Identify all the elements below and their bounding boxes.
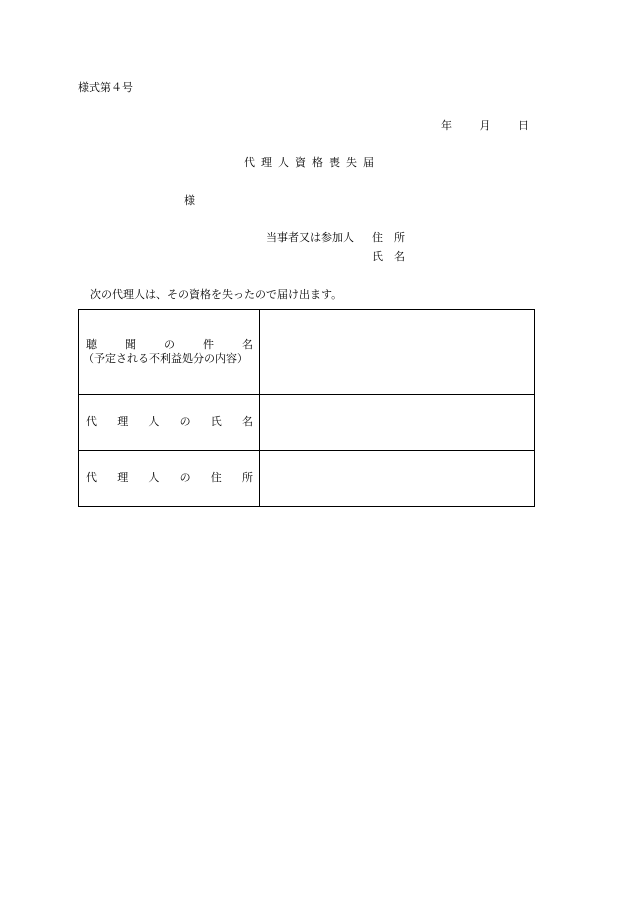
label-char: 理 — [117, 471, 129, 485]
label-char: 所 — [241, 471, 253, 485]
title-char: 人 — [278, 156, 289, 169]
label-char: 人 — [148, 415, 160, 429]
hearing-subject-sublabel: （予定される不利益処分の内容） — [83, 352, 248, 365]
label-char: の — [164, 337, 175, 351]
agent-name-label-cell — [79, 395, 260, 451]
title-char: 資 — [295, 156, 306, 169]
label-char: の — [179, 415, 191, 429]
title-char: 届 — [363, 156, 374, 169]
address-label-char: 所 — [394, 231, 405, 244]
label-char: 名 — [241, 415, 253, 429]
title-char: 格 — [312, 156, 323, 169]
agent-address-field[interactable] — [260, 451, 535, 507]
label-char: 代 — [86, 471, 97, 485]
title-char: 失 — [346, 156, 357, 169]
title-char: 喪 — [329, 156, 340, 169]
date-line — [441, 120, 529, 131]
agent-name-field[interactable] — [260, 395, 535, 451]
agent-info-table — [78, 309, 535, 507]
address-label — [372, 232, 405, 243]
hearing-subject-field[interactable] — [260, 310, 535, 395]
label-char: 聴 — [86, 337, 97, 351]
label-char: 理 — [117, 415, 129, 429]
label-char: 代 — [86, 415, 97, 429]
title-char: 理 — [261, 156, 272, 169]
label-char: 名 — [242, 337, 253, 351]
applicant-role: 当事者又は参加人 — [266, 231, 354, 244]
hearing-subject-label-cell — [79, 310, 260, 395]
agent-address-label-cell — [79, 451, 260, 507]
agent-name-label — [86, 415, 253, 429]
address-label-char: 住 — [372, 231, 383, 244]
document-title — [244, 157, 374, 168]
table-row — [79, 395, 535, 451]
date-day: 日 — [518, 119, 529, 132]
table-row — [79, 451, 535, 507]
form-number: 様式第４号 — [78, 81, 133, 94]
label-char: 人 — [148, 471, 160, 485]
label-char: 聞 — [125, 337, 136, 351]
statement: 次の代理人は、その資格を失ったので届け出ます。 — [90, 288, 343, 301]
name-label-char: 氏 — [372, 250, 383, 263]
label-char: 氏 — [210, 415, 222, 429]
label-char: 件 — [203, 337, 214, 351]
date-year: 年 — [441, 119, 452, 132]
name-label-char: 名 — [394, 250, 405, 263]
name-label — [372, 251, 405, 262]
addressee-suffix: 様 — [184, 194, 195, 207]
hearing-subject-label — [86, 338, 253, 352]
label-char: 住 — [210, 471, 222, 485]
title-char: 代 — [244, 156, 255, 169]
agent-address-label — [86, 471, 253, 485]
table-row — [79, 310, 535, 395]
date-month: 月 — [479, 119, 491, 132]
label-char: の — [179, 471, 191, 485]
